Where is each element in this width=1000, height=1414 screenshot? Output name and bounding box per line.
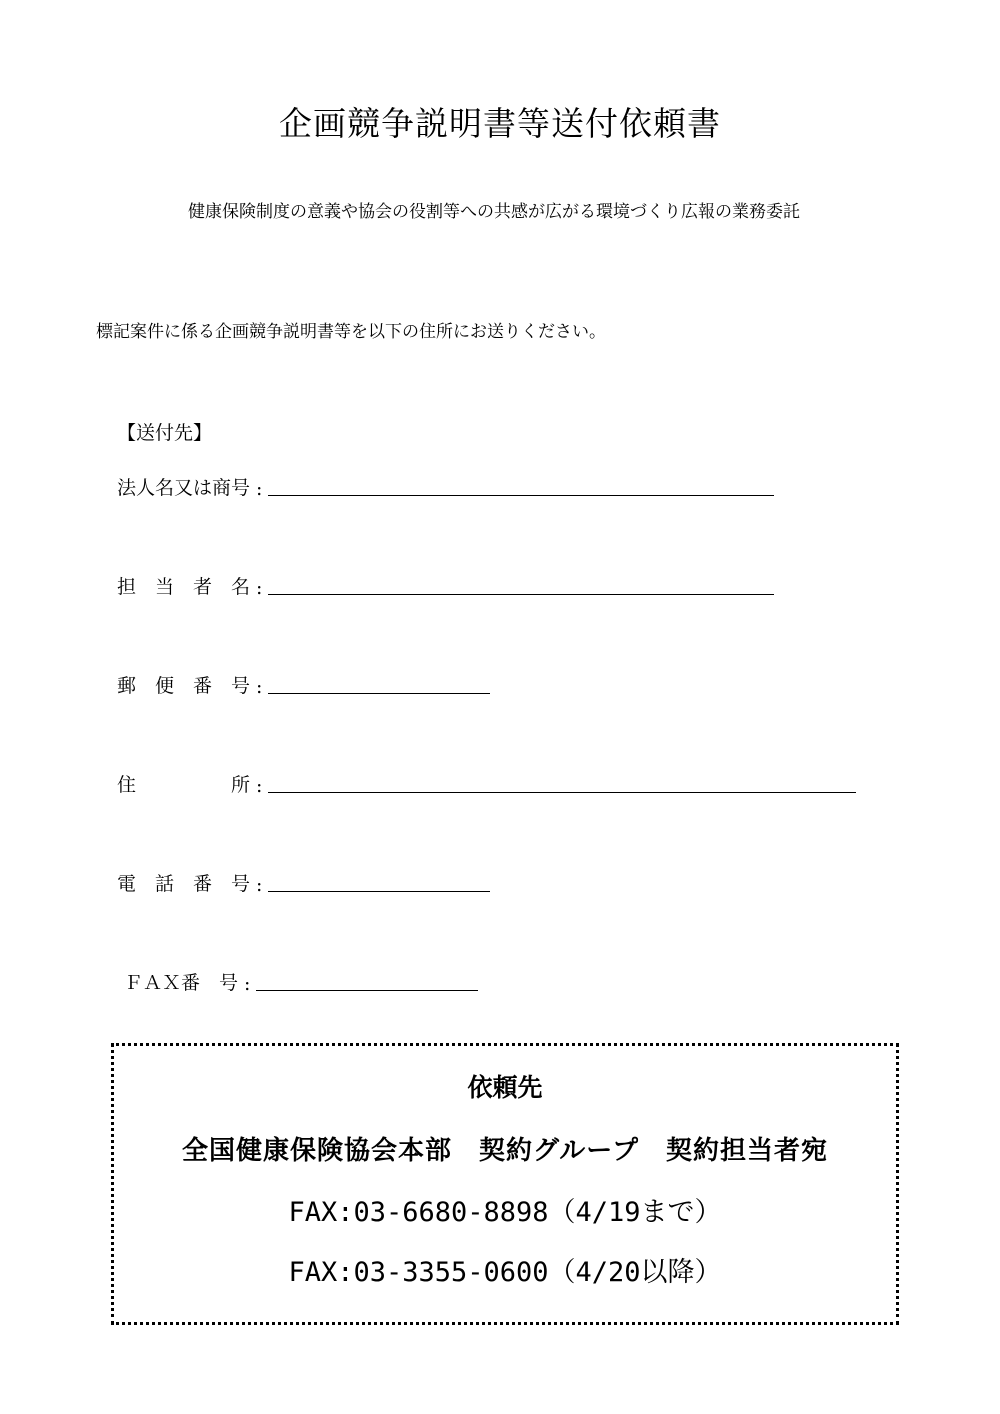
field-label-contact-person: 担 当 者 名 <box>117 576 251 598</box>
field-label-phone: 電 話 番 号 <box>117 873 251 895</box>
field-row-fax <box>124 965 478 995</box>
field-row-corp-name <box>117 470 774 500</box>
field-colon: : <box>244 973 251 995</box>
field-colon: : <box>256 775 263 797</box>
contact-person-field[interactable] <box>268 572 774 595</box>
field-colon: : <box>256 676 263 698</box>
postal-code-field[interactable] <box>268 671 490 694</box>
corp-name-field[interactable] <box>268 473 774 496</box>
field-row-postal-code <box>117 668 490 698</box>
fax-field[interactable] <box>256 968 478 991</box>
field-colon: : <box>256 577 263 599</box>
field-label-corp-name: 法人名又は商号 <box>117 477 251 499</box>
field-row-contact-person <box>117 569 774 599</box>
request-box-fax-1: FAX:03-6680-8898（4/19まで） <box>288 1197 722 1228</box>
address-field[interactable] <box>268 770 856 793</box>
request-destination-box <box>111 1043 899 1325</box>
field-row-phone <box>117 866 490 896</box>
phone-field[interactable] <box>268 869 490 892</box>
field-label-postal-code: 郵 便 番 号 <box>117 675 251 697</box>
request-box-heading: 依頼先 <box>467 1073 543 1102</box>
field-row-address <box>117 767 856 797</box>
field-colon: : <box>256 478 263 500</box>
section-label: 【送付先】 <box>117 422 213 444</box>
request-box-recipient: 全国健康保険協会本部 契約グループ 契約担当者宛 <box>182 1136 828 1166</box>
field-label-fax: ＦＡＸ番 号 <box>124 972 239 994</box>
request-box-fax-2: FAX:03-3355-0600（4/20以降） <box>288 1257 722 1288</box>
field-colon: : <box>256 874 263 896</box>
field-label-address: 住 所 <box>117 774 251 796</box>
document-subtitle: 健康保険制度の意義や協会の役割等への共感が広がる環境づくり広報の業務委託 <box>188 202 800 222</box>
intro-text: 標記案件に係る企画競争説明書等を以下の住所にお送りください。 <box>96 322 606 342</box>
document-title: 企画競争説明書等送付依頼書 <box>279 104 721 143</box>
